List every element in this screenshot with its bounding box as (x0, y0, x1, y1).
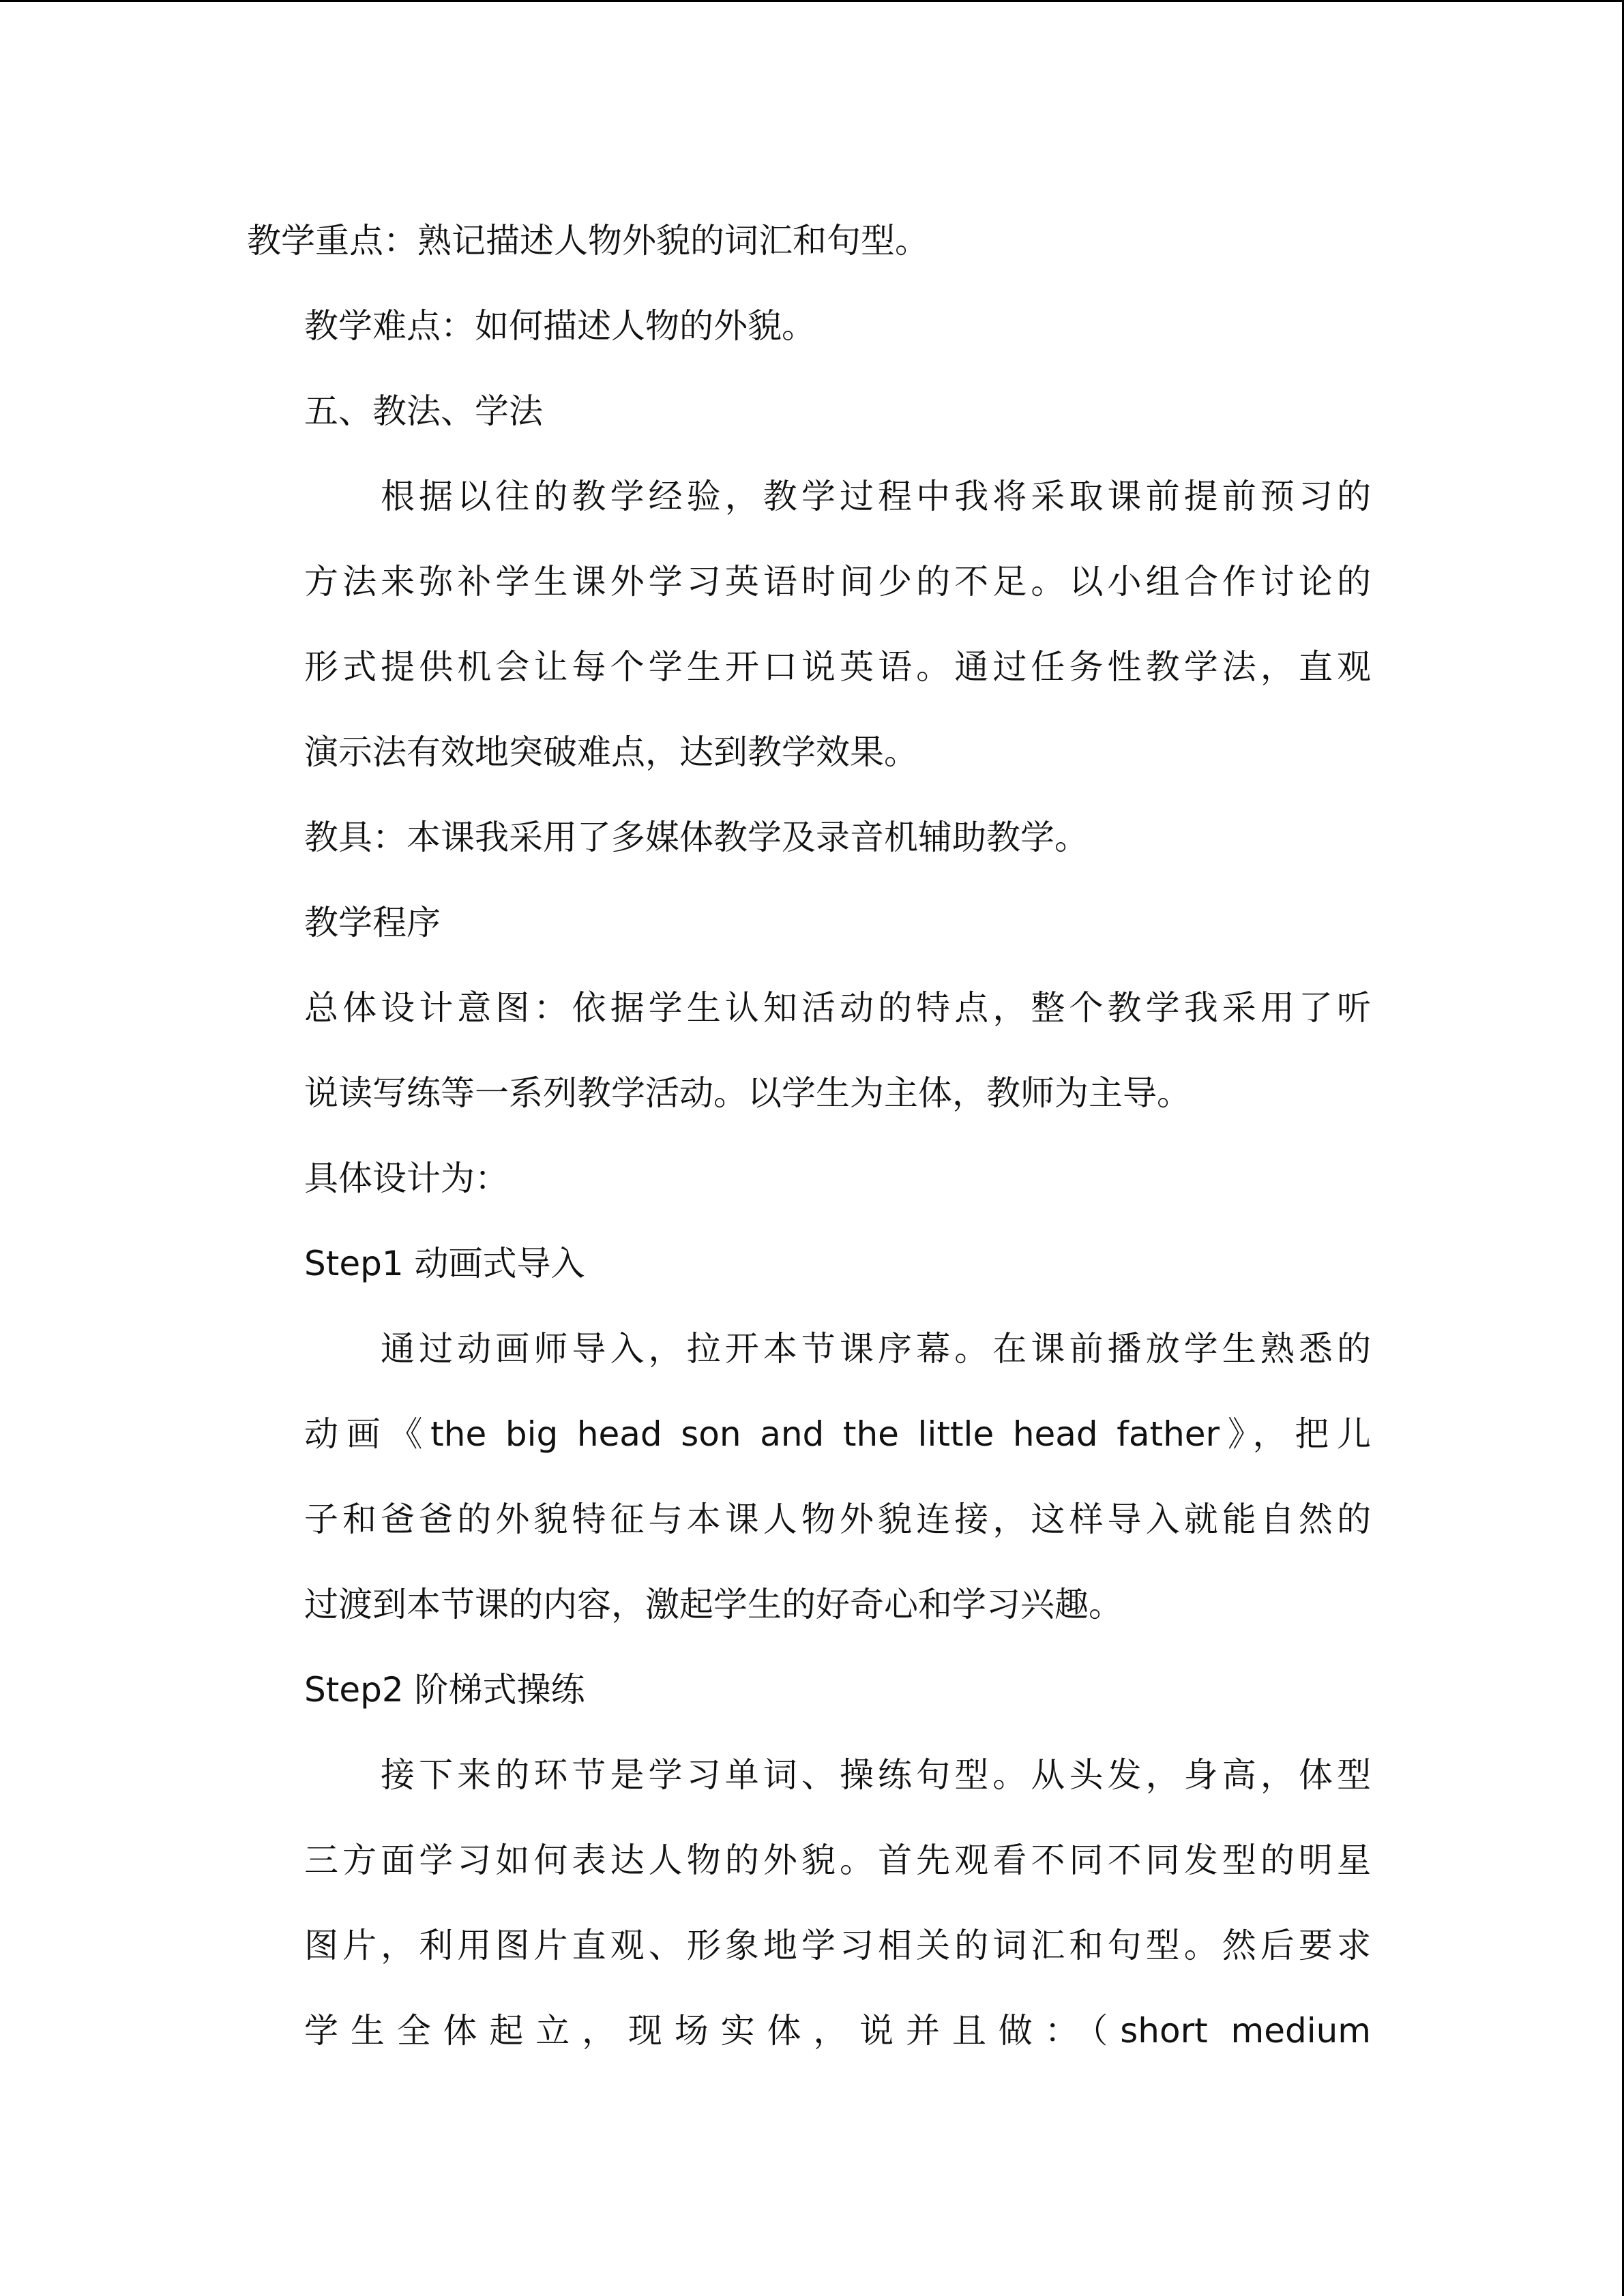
paragraph-line: 通过动画师导入，拉开本节课序幕。在课前播放学生熟悉的 (381, 1329, 1371, 1369)
paragraph-line: 根据以往的教学经验，教学过程中我将采取课前提前预习的 (381, 477, 1371, 516)
section-heading: 五、教法、学法 (304, 391, 543, 431)
paragraph-line: 子和爸爸的外貌特征与本课人物外貌连接，这样导入就能自然的 (304, 1500, 1371, 1539)
paragraph-line: 接下来的环节是学习单词、操练句型。从头发，身高，体型 (381, 1755, 1371, 1795)
paragraph-line: 动画《the big head son and the little head father》，把儿 (304, 1414, 1371, 1454)
teaching-aids-line: 教具：本课我采用了多媒体教学及录音机辅助教学。 (304, 818, 1089, 857)
paragraph-line: 演示法有效地突破难点，达到教学效果。 (304, 732, 918, 772)
paragraph-line: 过渡到本节课的内容，激起学生的好奇心和学习兴趣。 (304, 1585, 1123, 1624)
paragraph-line: 图片，利用图片直观、形象地学习相关的词汇和句型。然后要求 (304, 1926, 1371, 1965)
step1-heading: Step1 动画式导入 (304, 1244, 585, 1283)
paragraph-line: 形式提供机会让每个学生开口说英语。通过任务性教学法，直观 (304, 647, 1371, 687)
difficulty-line: 教学难点：如何描述人物的外貌。 (304, 306, 816, 346)
paragraph-line: 三方面学习如何表达人物的外貌。首先观看不同不同发型的明星 (304, 1840, 1371, 1880)
key-points-line: 教学重点：熟记描述人物外貌的词汇和句型。 (247, 221, 929, 260)
paragraph-line: 总体设计意图：依据学生认知活动的特点，整个教学我采用了听 (304, 988, 1371, 1028)
paragraph-line: 说读写练等一系列教学活动。以学生为主体，教师为主导。 (304, 1073, 1191, 1113)
paragraph-line: 方法来弥补学生课外学习英语时间少的不足。以小组合作讨论的 (304, 562, 1371, 601)
paragraph-line: 学生全体起立，现场实体，说并且做：（short medium (304, 2011, 1371, 2051)
design-heading: 具体设计为： (304, 1159, 509, 1198)
procedure-heading: 教学程序 (304, 903, 441, 942)
step2-heading: Step2 阶梯式操练 (304, 1670, 585, 1710)
